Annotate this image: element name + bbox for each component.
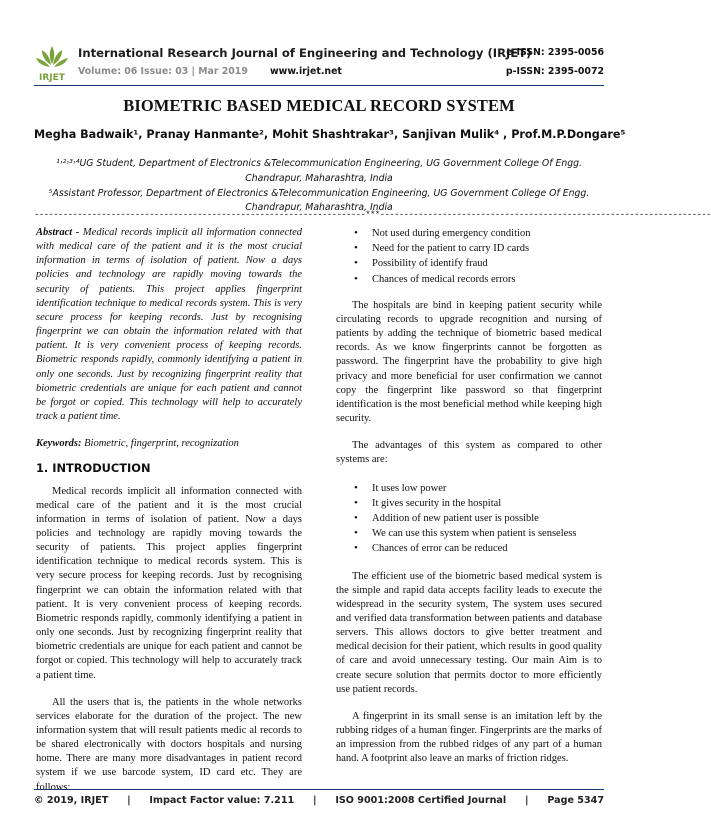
- footer-iso: ISO 9001:2008 Certified Journal: [335, 795, 507, 806]
- footer-separator: |: [525, 795, 529, 806]
- e-issn: e-ISSN: 2395-0056: [506, 47, 604, 58]
- list-item: • Addition of new patient user is possible: [336, 511, 602, 526]
- abstract: [36, 226, 302, 424]
- body-paragraph-4: A fingerprint in its small sense is an imitation left by the rubbing ridges of a human finger. Fingerprints are the marks of an impression from the rubbed ridges of any part of a human hand. A footprint also leave an marks of friction ridges.: [336, 710, 602, 765]
- page-footer: [34, 795, 604, 806]
- keywords-text: Biometric, fingerprint, recognization: [81, 438, 239, 450]
- list-item: • Need for the patient to carry ID cards: [336, 241, 602, 256]
- list-item: • It uses low power: [336, 481, 602, 496]
- journal-website[interactable]: www.irjet.net: [270, 66, 342, 77]
- list-item: • We can use this system when patient is senseless: [336, 526, 602, 541]
- logo-text: IRJET: [39, 73, 65, 83]
- footer-copyright: © 2019, IRJET: [34, 795, 109, 806]
- section-heading-introduction: 1. INTRODUCTION: [36, 461, 151, 476]
- body-paragraph-1: The hospitals are bind in keeping patient security while circulating records to upgrade recognition and nursing of patients by adding the technique of biometric based medical records. As we know fingerprints cannot be forgotten as password. The fingerprint have the probability to give high privacy and more beneficial for user confirmation we cannot copy the fingerprint like password so that fingerprint identification is the most beneficial method while keeping high security.: [336, 299, 602, 425]
- list-item: • Possibility of identify fraud: [336, 256, 602, 271]
- affiliation-line-2: Chandrapur, Maharashtra, India: [245, 173, 393, 184]
- list-item: • Not used during emergency condition: [336, 226, 602, 241]
- keywords: [36, 437, 302, 451]
- keywords-label: Keywords:: [36, 438, 82, 450]
- journal-name: International Research Journal of Engineering and Technology (IRJET): [78, 46, 532, 60]
- right-column: [336, 226, 602, 767]
- footer-page-number: Page 5347: [547, 795, 604, 806]
- paper-title: BIOMETRIC BASED MEDICAL RECORD SYSTEM: [123, 96, 515, 115]
- issue-info: Volume: 06 Issue: 03 | Mar 2019: [78, 66, 248, 77]
- journal-header: [34, 44, 604, 86]
- advantages-list: [336, 481, 602, 557]
- list-item: • Chances of error can be reduced: [336, 541, 602, 556]
- intro-paragraph-2: All the users that is, the patients in the whole networks services elaborate for the duration of the project. The new information system that will result patients medic al records to be shared electronically with doctors hospitals and nursing home. There are many more disadvantages in patient record system if we use barcode system, ID card etc. They are follows:: [36, 696, 302, 793]
- footer-separator: |: [127, 795, 131, 806]
- intro-paragraph-1: Medical records implicit all information connected with medical care of the patient and it is the most crucial information in terms of isolation of patient. Now a days policies and technology are rapidly moving towards the security of patients. This project applies fingerprint identification technique to medical records system. This is very secure process for keeping records. Just by recognising fingerprint we can obtain the information related with that patient. It is very convenient process of keeping records. Biometric responds rapidly, commonly identifying a patient in only one seconds. Just by recognizing fingerprint reality that biometric credentials are unique for each patient and cannot be forgot or copied. This technology will help to accurately track a patient time.: [36, 485, 302, 681]
- footer-divider: [34, 789, 604, 790]
- footer-separator: |: [313, 795, 317, 806]
- header-divider: [34, 85, 604, 86]
- footer-impact-factor: Impact Factor value: 7.211: [149, 795, 295, 806]
- disadvantages-list: [336, 226, 602, 287]
- abstract-label: Abstract -: [36, 227, 80, 238]
- list-item: • It gives security in the hospital: [336, 496, 602, 511]
- affiliation-line-3: ⁵Assistant Professor, Department of Electronics &Telecommunication Engineering, UG Government College Of Engg.: [48, 188, 590, 199]
- body-paragraph-3: The efficient use of the biometric based medical system is the simple and rapid data accepts facility leads to execute the widespread in the security system, The system uses secured and verified data transformation between patients and database servers. This allows doctors to give better treatment and medical decision for their patient, which results in good quality of care and avoid unnecessary testing. Our main Aim is to create secure solution that permits doctor to more efficiently use patient records.: [336, 570, 602, 695]
- affiliation-line-1: ¹˒²˒³˒⁴UG Student, Department of Electronics &Telecommunication Engineering, UG Government College Of Engg.: [55, 158, 583, 169]
- affiliation-line-4: Chandrapur, Maharashtra, India: [245, 202, 393, 213]
- list-item: • Chances of medical records errors: [336, 272, 602, 287]
- abstract-text: Medical records implicit all information connected with medical care of the patient and it is the most crucial information in terms of isolation of patient. Now a days policies and technology are rapidly moving towards the security of patients. This project applies fingerprint identification technique to medical records system. This is very secure process for keeping records. Just by recognising fingerprint we can obtain the information related with that patient. It is very convenient process of keeping records. Biometric responds rapidly, commonly identifying a patient in only one seconds. Just by recognizing fingerprint reality that biometric credentials are unique for each patient and cannot be forgot or copied. This technology will help to accurately track a patient time.: [36, 227, 303, 423]
- body-paragraph-2: The advantages of this system as compared to other systems are:: [336, 440, 602, 466]
- section-separator: ---------------------------------------------------------------------***---------------------------------------------------------------------: [34, 210, 711, 220]
- paper-authors: Megha Badwaik¹, Pranay Hanmante², Mohit Shashtrakar³, Sanjivan Mulik⁴ , Prof.M.P.Dongare⁵: [34, 128, 626, 141]
- irjet-logo: [34, 44, 70, 84]
- p-issn: p-ISSN: 2395-0072: [505, 66, 604, 77]
- left-column: [36, 226, 302, 795]
